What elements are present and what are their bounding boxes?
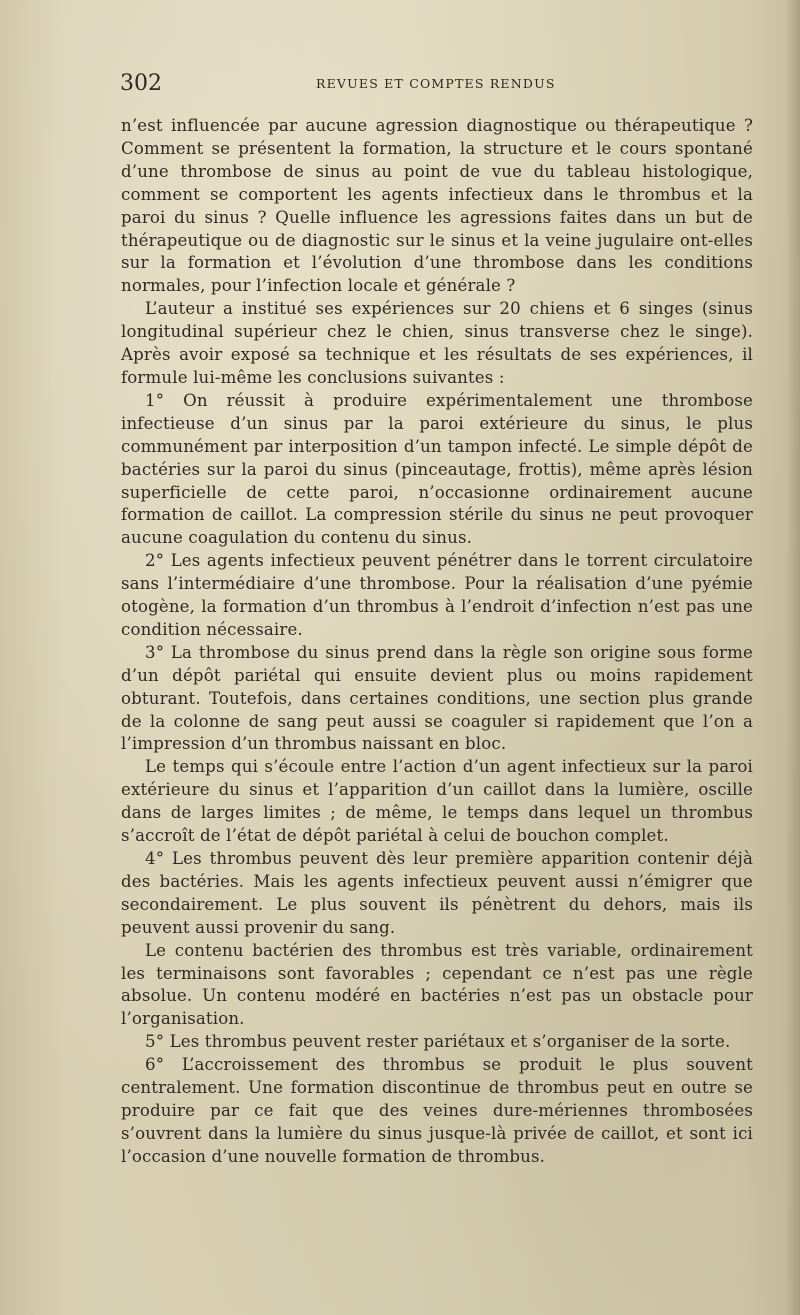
paragraph-conclusion-3: 3° La thrombose du sinus prend dans la règle son origine sous forme d’un dépôt pariétal qui ensuite devient plus ou moins rapidement obturant. Toutefois, dans certaines conditions, une section plus grande de la colonne de sang peut aussi se coaguler si rapidement que l’on a l’impression d’un thrombus naissant en bloc.	[121, 642, 753, 754]
paragraph-timing: Le temps qui s’écoule entre l’action d’un agent infectieux sur la paroi extérieure du sinus et l’apparition d’un caillot dans la lumière, oscille dans de larges limites ; de même, le temps dans lequel un thrombus s’accroît de l’état de dépôt pariétal à celui de bouchon complet.	[121, 757, 753, 846]
paragraph-conclusion-5: 5° Les thrombus peuvent rester pariétaux et s’organiser de la sorte.	[145, 1032, 731, 1052]
paragraph-conclusion-1: 1° On réussit à produire expérimentalement une thrombose infectieuse d’un sinus par la paroi extérieure du sinus, le plus communément par interposition d’un tampon infecté. Le simple dépôt de bactéries sur la paroi du sinus (pinceautage, frottis), même après lésion superficielle de cette paroi, n’occasionne ordinairement aucune formation de caillot. La compression stérile du sinus ne peut provoquer aucune coagulation du contenu du sinus.	[121, 390, 753, 548]
paragraph-conclusion-2: 2° Les agents infectieux peuvent pénétrer dans le torrent circulatoire sans l’intermédiaire d’une thrombose. Pour la réalisation d’une pyémie otogène, la formation d’un thrombus à l’endroit d’infection n’est pas une condition nécessaire.	[121, 551, 753, 639]
paragraph-conclusion-4: 4° Les thrombus peuvent dès leur première apparition contenir déjà des bactéries. Mais les agents infectieux peuvent aussi n’émigrer que secondairement. Le plus souvent ils pénètrent du dehors, mais ils peuvent aussi provenir du sang.	[121, 849, 753, 937]
body-text	[121, 115, 753, 1169]
page-header	[120, 68, 752, 100]
page-number: 302	[120, 71, 162, 96]
paragraph-continued: n’est influencée par aucune agression diagnostique ou thérapeutique ? Comment se présentent la formation, la structure et le cours spontané d’une thrombose de sinus au point de vue du tableau histologique, comment se comportent les agents infectieux dans le thrombus et la paroi du sinus ? Quelle influence les agressions faites dans un but de thérapeutique ou de diagnostic sur le sinus et la veine jugulaire ont-elles sur la formation et l’évolution d’une thrombose dans les conditions normales, pour l’infection locale et générale ?	[121, 116, 753, 296]
paragraph-conclusion-6: 6° L’accroissement des thrombus se produit le plus souvent centralement. Une formation discontinue de thrombus peut en outre se produire par ce fait que des veines dure-mériennes thrombosées s’ouvrent dans la lumière du sinus jusque-là privée de caillot, et sont ici l’occasion d’une nouvelle formation de thrombus.	[121, 1055, 753, 1166]
running-head: REVUES ET COMPTES RENDUS	[316, 76, 556, 91]
paragraph-bacterial-content: Le contenu bactérien des thrombus est très variable, ordinairement les terminaisons sont favorables ; cependant ce n’est pas une règle absolue. Un contenu modéré en bactéries n’est pas un obstacle pour l’organisation.	[121, 940, 753, 1029]
paragraph-method: L’auteur a institué ses expériences sur 20 chiens et 6 singes (sinus longitudinal supérieur chez le chien, sinus transverse chez le singe). Après avoir exposé sa technique et les résultats de ses expériences, il formule lui-même les conclusions suivantes :	[121, 299, 753, 387]
page-edge-shadow	[786, 0, 800, 1315]
